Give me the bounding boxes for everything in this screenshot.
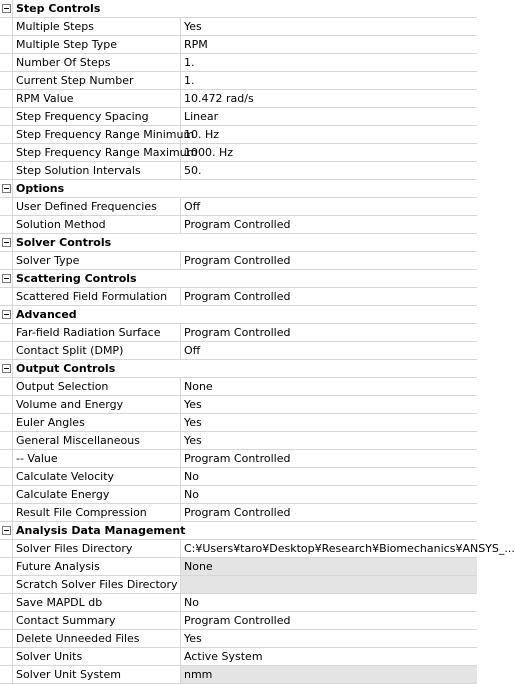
property-label: Step Frequency Spacing xyxy=(13,108,181,125)
property-label: Calculate Energy xyxy=(13,486,181,503)
property-row-volume-and-energy[interactable] xyxy=(0,396,477,414)
property-value[interactable]: Program Controlled xyxy=(184,218,291,231)
property-value[interactable]: Program Controlled xyxy=(184,326,291,339)
row-gutter xyxy=(0,90,13,107)
collapse-icon[interactable] xyxy=(2,4,11,13)
property-value[interactable]: 50. xyxy=(184,164,202,177)
collapse-icon[interactable] xyxy=(2,526,11,535)
section-header-scattering-controls[interactable] xyxy=(0,270,477,288)
row-gutter xyxy=(0,18,13,35)
row-gutter xyxy=(0,144,13,161)
property-label: Solver Type xyxy=(13,252,181,269)
property-label: Multiple Step Type xyxy=(13,36,181,53)
section-title: Output Controls xyxy=(16,362,116,375)
property-row-future-analysis[interactable] xyxy=(0,558,477,576)
property-label: Solver Units xyxy=(13,648,181,665)
row-gutter xyxy=(0,342,13,359)
property-label: Current Step Number xyxy=(13,72,181,89)
property-row-multiple-steps[interactable] xyxy=(0,18,477,36)
section-title: Solver Controls xyxy=(16,236,112,249)
property-label: Delete Unneeded Files xyxy=(13,630,181,647)
collapse-icon[interactable] xyxy=(2,310,11,319)
property-value[interactable]: No xyxy=(184,470,199,483)
collapse-icon[interactable] xyxy=(2,364,11,373)
section-gutter xyxy=(0,0,13,17)
property-label: Scratch Solver Files Directory xyxy=(13,576,181,593)
row-gutter xyxy=(0,324,13,341)
property-value[interactable]: Yes xyxy=(184,398,202,411)
property-row-solution-method[interactable] xyxy=(0,216,477,234)
row-gutter xyxy=(0,414,13,431)
property-row-multiple-step-type[interactable] xyxy=(0,36,477,54)
property-label: Solution Method xyxy=(13,216,181,233)
row-gutter xyxy=(0,468,13,485)
row-gutter xyxy=(0,126,13,143)
property-row-contact-summary[interactable] xyxy=(0,612,477,630)
row-gutter xyxy=(0,198,13,215)
section-header-solver-controls[interactable] xyxy=(0,234,477,252)
row-gutter xyxy=(0,630,13,647)
property-row-calculate-energy[interactable] xyxy=(0,486,477,504)
row-gutter xyxy=(0,54,13,71)
section-header-options[interactable] xyxy=(0,180,477,198)
section-header-analysis-data-management[interactable] xyxy=(0,522,477,540)
property-label: -- Value xyxy=(13,450,181,467)
property-value[interactable]: Off xyxy=(184,344,201,357)
row-gutter xyxy=(0,396,13,413)
section-header-output-controls[interactable] xyxy=(0,360,477,378)
property-value[interactable]: No xyxy=(184,488,199,501)
section-gutter xyxy=(0,306,13,323)
property-label: Multiple Steps xyxy=(13,18,181,35)
property-row-current-step-number[interactable] xyxy=(0,72,477,90)
property-row-scattered-field-formulation[interactable] xyxy=(0,288,477,306)
property-row-step-frequency-range-minimum[interactable] xyxy=(0,126,477,144)
property-label: Save MAPDL db xyxy=(13,594,181,611)
row-gutter xyxy=(0,108,13,125)
row-gutter xyxy=(0,36,13,53)
collapse-icon[interactable] xyxy=(2,184,11,193)
property-row-number-of-steps[interactable] xyxy=(0,54,477,72)
section-title: Analysis Data Management xyxy=(16,524,186,537)
property-value[interactable]: Yes xyxy=(184,416,202,429)
property-value[interactable]: Off xyxy=(184,200,201,213)
property-label: Far-field Radiation Surface xyxy=(13,324,181,341)
property-value: nmm xyxy=(181,666,477,683)
property-value[interactable]: Yes xyxy=(184,434,202,447)
property-value[interactable]: Yes xyxy=(184,20,202,33)
section-header-step-controls[interactable] xyxy=(0,0,477,18)
property-value[interactable]: 1. xyxy=(184,56,195,69)
row-gutter xyxy=(0,612,13,629)
property-label: Contact Summary xyxy=(13,612,181,629)
property-row-save-mapdl-db[interactable] xyxy=(0,594,477,612)
row-gutter xyxy=(0,576,13,593)
property-row-general-miscellaneous[interactable] xyxy=(0,432,477,450)
property-row-scratch-solver-files-directory[interactable] xyxy=(0,576,477,594)
row-gutter xyxy=(0,162,13,179)
property-value[interactable]: Program Controlled xyxy=(184,254,291,267)
property-label: Solver Files Directory xyxy=(13,540,181,557)
row-gutter xyxy=(0,378,13,395)
row-gutter xyxy=(0,558,13,575)
property-value: None xyxy=(181,558,477,575)
property-row-contact-split-dmp[interactable] xyxy=(0,342,477,360)
row-gutter xyxy=(0,540,13,557)
property-row-solver-units[interactable] xyxy=(0,648,477,666)
row-gutter xyxy=(0,216,13,233)
section-header-advanced[interactable] xyxy=(0,306,477,324)
property-row-solver-type[interactable] xyxy=(0,252,477,270)
property-value[interactable]: Program Controlled xyxy=(184,290,291,303)
section-gutter xyxy=(0,522,13,539)
row-gutter xyxy=(0,288,13,305)
property-value xyxy=(181,576,477,593)
row-gutter xyxy=(0,450,13,467)
collapse-icon[interactable] xyxy=(2,238,11,247)
property-label: Number Of Steps xyxy=(13,54,181,71)
row-gutter xyxy=(0,504,13,521)
property-row-step-solution-intervals[interactable] xyxy=(0,162,477,180)
section-gutter xyxy=(0,360,13,377)
property-row-step-frequency-range-maximum[interactable] xyxy=(0,144,477,162)
property-label: Output Selection xyxy=(13,378,181,395)
property-row-step-frequency-spacing[interactable] xyxy=(0,108,477,126)
section-gutter xyxy=(0,234,13,251)
property-value[interactable]: 10.472 rad/s xyxy=(184,92,254,105)
section-gutter xyxy=(0,270,13,287)
property-value[interactable]: Program Controlled xyxy=(184,452,291,465)
collapse-icon[interactable] xyxy=(2,274,11,283)
property-label: Step Frequency Range Minimum xyxy=(13,126,181,143)
property-label: Step Solution Intervals xyxy=(13,162,181,179)
property-value[interactable]: RPM xyxy=(184,38,208,51)
section-title: Options xyxy=(16,182,65,195)
row-gutter xyxy=(0,72,13,89)
property-value[interactable]: Program Controlled xyxy=(184,614,291,627)
property-row-result-file-compression[interactable] xyxy=(0,504,477,522)
property-label: Scattered Field Formulation xyxy=(13,288,181,305)
property-value[interactable]: 10. Hz xyxy=(184,128,220,141)
property-label: Future Analysis xyxy=(13,558,181,575)
section-title: Advanced xyxy=(16,308,77,321)
section-title: Step Controls xyxy=(16,2,101,15)
property-label: RPM Value xyxy=(13,90,181,107)
row-gutter xyxy=(0,486,13,503)
property-value[interactable]: Active System xyxy=(184,650,263,663)
property-value[interactable]: 1000. Hz xyxy=(184,146,234,159)
property-row-euler-angles[interactable] xyxy=(0,414,477,432)
property-label: Contact Split (DMP) xyxy=(13,342,181,359)
property-value[interactable]: C:¥Users¥taro¥Desktop¥Research¥Biomechanics¥ANSYS_... xyxy=(184,542,515,555)
property-label: Step Frequency Range Maximum xyxy=(13,144,181,161)
property-row-value[interactable] xyxy=(0,450,477,468)
property-value[interactable]: No xyxy=(184,596,199,609)
property-label: General Miscellaneous xyxy=(13,432,181,449)
row-gutter xyxy=(0,252,13,269)
property-value[interactable]: None xyxy=(184,380,213,393)
property-row-far-field-radiation-surface[interactable] xyxy=(0,324,477,342)
property-label: Result File Compression xyxy=(13,504,181,521)
property-value[interactable]: Yes xyxy=(184,632,202,645)
row-gutter xyxy=(0,648,13,665)
property-label: Calculate Velocity xyxy=(13,468,181,485)
property-row-rpm-value[interactable] xyxy=(0,90,477,108)
row-gutter xyxy=(0,594,13,611)
property-value[interactable]: Program Controlled xyxy=(184,506,291,519)
section-title: Scattering Controls xyxy=(16,272,137,285)
property-row-calculate-velocity[interactable] xyxy=(0,468,477,486)
property-label: Euler Angles xyxy=(13,414,181,431)
property-row-delete-unneeded-files[interactable] xyxy=(0,630,477,648)
property-label: Volume and Energy xyxy=(13,396,181,413)
property-row-user-defined-frequencies[interactable] xyxy=(0,198,477,216)
section-gutter xyxy=(0,180,13,197)
row-gutter xyxy=(0,432,13,449)
property-row-output-selection[interactable] xyxy=(0,378,477,396)
property-value[interactable]: Linear xyxy=(184,110,219,123)
property-value[interactable]: 1. xyxy=(184,74,195,87)
property-row-solver-files-directory[interactable] xyxy=(0,540,515,558)
property-label: Solver Unit System xyxy=(13,666,181,683)
property-row-solver-unit-system[interactable] xyxy=(0,666,477,684)
property-label: User Defined Frequencies xyxy=(13,198,181,215)
row-gutter xyxy=(0,666,13,683)
